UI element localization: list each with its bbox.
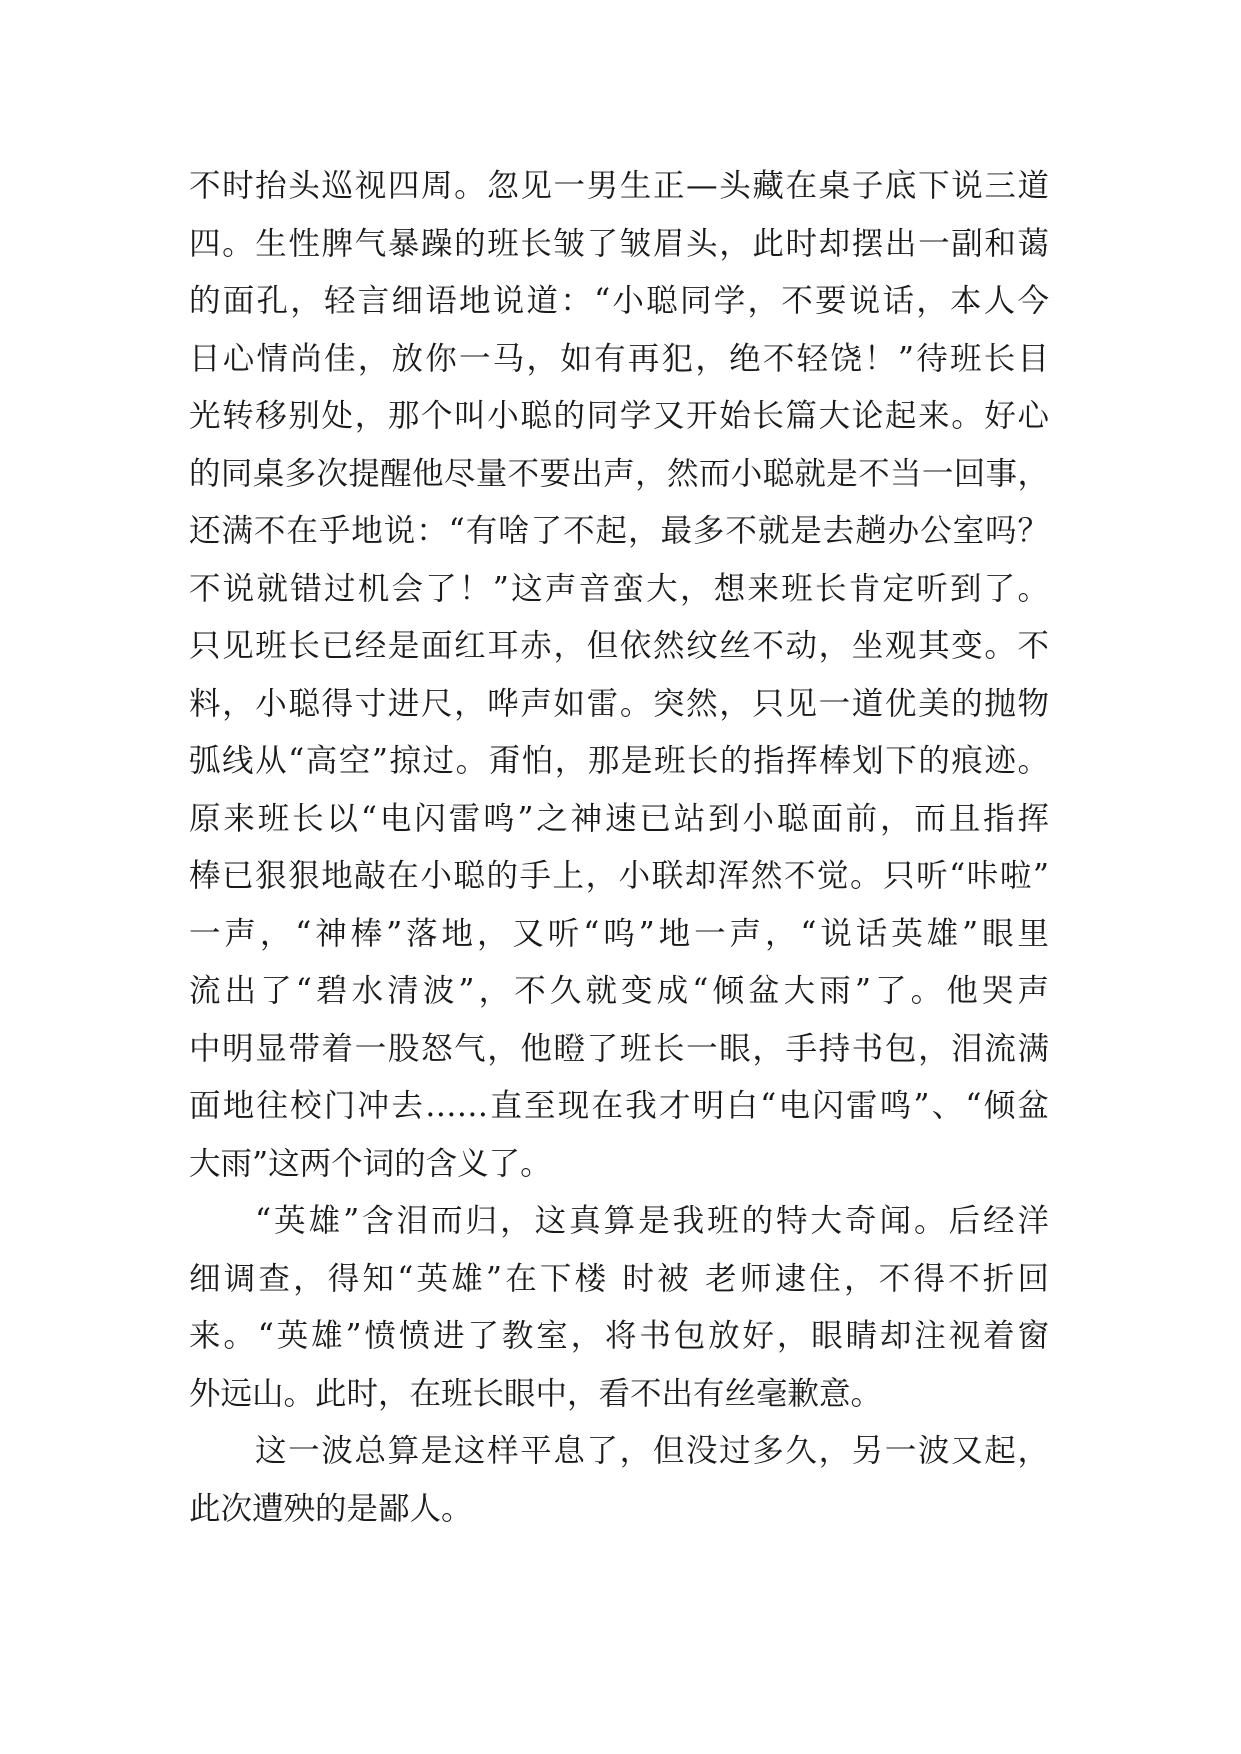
text-line: 还满不在乎地说：“有啥了不起，最多不就是去趟办公室吗？	[189, 513, 1049, 549]
paragraph	[189, 1193, 1049, 1423]
text-line: 不说就错过机会了！”这声音蛮大，想来班长肯定听到了。	[189, 570, 1049, 607]
text-line: 日心情尚佳，放你一马，如有再犯，绝不轻饶！”待班长目	[189, 340, 1049, 377]
text-line: 不时抬头巡视四周。忽见一男生正—头藏在桌子底下说三道	[189, 168, 1049, 204]
paragraph	[189, 158, 1049, 1193]
text-line: 流出了“碧水清波”，不久就变成“倾盆大雨”了。他哭声	[189, 973, 1049, 1009]
text-line: 细调查，得知“英雄”在下楼 时被 老师逮住，不得不折回	[189, 1260, 1049, 1297]
text-line: 光转移别处，那个叫小聪的同学又开始长篇大论起来。好心	[189, 398, 1049, 434]
text-line: 的同桌多次提醒他尽量不要出声，然而小聪就是不当一回事，	[189, 455, 1049, 492]
text-line: 弧线从“高空”掠过。甭怕，那是班长的指挥棒划下的痕迹。	[189, 743, 1049, 779]
text-line: 原来班长以“电闪雷鸣”之神速已站到小聪面前，而且指挥	[189, 800, 1049, 837]
text-line: 棒已狠狠地敲在小聪的手上，小联却浑然不觉。只听“咔啦”	[189, 858, 1049, 894]
text-line: 料，小聪得寸进尺，哗声如雷。突然，只见一道优美的抛物	[189, 685, 1049, 722]
text-line: 中明显带着一股怒气，他瞪了班长一眼，手持书包，泪流满	[189, 1030, 1049, 1067]
text-line: 面地往校门冲去……直至现在我才明白“电闪雷鸣”、“倾盆	[189, 1088, 1049, 1124]
text-line: 此次遭殃的是鄙人。	[189, 1490, 473, 1527]
text-line: 四。生性脾气暴躁的班长皱了皱眉头，此时却摆出一副和蔼	[189, 225, 1049, 262]
text-line: 的面孔，轻言细语地说道：“小聪同学，不要说话，本人今	[189, 283, 1049, 319]
text-line: 大雨”这两个词的含义了。	[189, 1145, 552, 1182]
text-line: “英雄”含泪而归，这真算是我班的特大奇闻。后经洋	[255, 1203, 1049, 1239]
paragraph	[189, 1423, 1049, 1538]
text-line: 一声，“神棒”落地，又听“呜”地一声，“说话英雄”眼里	[189, 915, 1049, 952]
text-line: 只见班长已经是面红耳赤，但依然纹丝不动，坐观其变。不	[189, 628, 1049, 664]
text-line: 外远山。此时，在班长眼中，看不出有丝毫歉意。	[189, 1375, 883, 1412]
document-body	[189, 158, 1049, 1538]
text-line: 来。“英雄”愤愤进了教室，将书包放好，眼睛却注视着窗	[189, 1318, 1049, 1354]
text-line: 这一波总算是这样平息了，但没过多久，另一波又起，	[255, 1433, 1049, 1469]
